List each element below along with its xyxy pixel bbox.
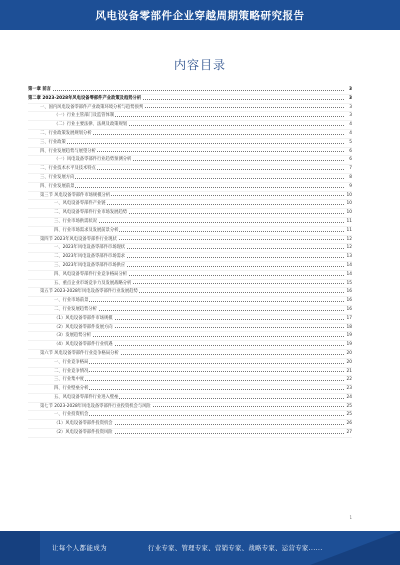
toc-entry[interactable] — [28, 368, 352, 377]
toc-entry-label: 三、行业政策 — [40, 139, 66, 145]
toc-entry-page: 10 — [346, 201, 352, 207]
toc-entry-page: 15 — [346, 280, 352, 286]
toc-entry[interactable] — [28, 403, 352, 412]
toc-entry[interactable] — [28, 130, 352, 139]
toc-entry[interactable] — [28, 420, 352, 429]
toc-entry-label: 二、2023年风电设备零部件市场需求 — [54, 254, 126, 260]
page-number: 1 — [349, 515, 352, 520]
toc-entry-label: 第二章 2023-2028年风电设备零部件产业政策及趋势分析 — [28, 95, 142, 101]
toc-leader-dots — [54, 363, 344, 364]
toc-entry-page: 25 — [346, 403, 352, 409]
report-header-bar — [0, 0, 400, 30]
toc-leader-dots — [54, 389, 344, 390]
toc-entry-label: 三、行业集中度 — [54, 377, 85, 383]
toc-entry-label: 三、行业发展方向 — [40, 174, 75, 180]
toc-entry-label: 一、行业市场前景 — [54, 298, 89, 304]
toc-leader-dots — [54, 415, 344, 416]
toc-entry-page: 18 — [346, 324, 352, 330]
toc-entry-page: 3 — [349, 113, 352, 119]
toc-entry-page: 23 — [346, 386, 352, 392]
toc-entry-label: 第一章 前言 — [28, 87, 51, 92]
toc-entry[interactable] — [28, 236, 352, 245]
footer-slogan-right: 行业专家、管理专家、营销专家、战略专家、运营专家...... — [148, 544, 323, 552]
toc-entry-label: （1）风电设备零部件投资机会 — [54, 421, 113, 427]
toc-entry-page: 17 — [346, 315, 352, 321]
toc-entry[interactable] — [28, 192, 352, 201]
toc-entry[interactable] — [28, 121, 352, 130]
toc-heading: 内容目录 — [173, 58, 226, 72]
toc-entry[interactable] — [28, 341, 352, 350]
toc-entry[interactable] — [28, 280, 352, 289]
toc-entry-page: 16 — [346, 289, 352, 295]
toc-entry-label: 五、风电设备零部件行业进入壁垒 — [54, 394, 119, 400]
toc-entry-page: 24 — [346, 394, 352, 400]
toc-entry-label: 一、行业竞争格局 — [54, 359, 89, 365]
toc-entry[interactable] — [28, 262, 352, 271]
toc-leader-dots — [28, 90, 344, 91]
toc-entry-label: （一）风电设备零部件行业趋势预测分析 — [54, 157, 132, 163]
toc-entry-label: （1）风电设备零部件市场规模 — [54, 315, 113, 321]
toc-leader-dots — [40, 178, 344, 179]
toc-entry-label: （3）发展趋势分析 — [54, 333, 92, 339]
toc-entry-page: 3 — [349, 95, 352, 101]
toc-entry-page: 12 — [346, 236, 352, 242]
footer-slogan-left: 让每个人都能成为 — [52, 544, 108, 552]
toc-entry-label: 四、行业壁垒分析 — [54, 386, 89, 392]
toc-entry[interactable] — [28, 148, 352, 157]
toc-entry-page: 21 — [346, 368, 352, 374]
toc-entry-page: 10 — [346, 210, 352, 216]
toc-entry-page: 6 — [349, 157, 352, 163]
toc-entry-page: 19 — [346, 342, 352, 348]
toc-entry-page: 5 — [349, 139, 352, 145]
toc-entry[interactable] — [28, 350, 352, 359]
toc-entry-page: 20 — [346, 359, 352, 365]
toc-leader-dots — [40, 187, 344, 188]
toc-entry-label: 二、行业技术水平及技术特点 — [40, 166, 96, 172]
toc-entry-label: 二、风电设备零部件行业市场发展趋势 — [54, 210, 128, 216]
toc-entry-page: 26 — [346, 421, 352, 427]
toc-entry-label: 四、行业发展前景 — [40, 183, 75, 189]
toc-entry-page: 11 — [346, 218, 352, 224]
toc-entry-label: 二、行业政策发展规划分析 — [40, 130, 92, 136]
toc-entry[interactable] — [28, 332, 352, 341]
footer-bar — [0, 531, 400, 565]
toc-entry-label: 二、行业发展趋势分析 — [54, 306, 97, 312]
toc-entry[interactable] — [28, 200, 352, 209]
toc-entry-page: 16 — [346, 306, 352, 312]
toc-entry-label: （二）行业主要法律、法规及政策规划 — [54, 122, 128, 128]
toc-entry-label: （4）风电设备零部件行业机遇 — [54, 342, 113, 348]
footer-corner-decoration — [310, 531, 400, 565]
toc-entry[interactable] — [28, 174, 352, 183]
toc-entry[interactable] — [28, 218, 352, 227]
toc-entry-page: 3 — [349, 87, 352, 92]
toc-entry[interactable] — [28, 104, 352, 113]
toc-entry-page: 25 — [346, 412, 352, 418]
toc-entry-label: 四、行业发展趋势与展望分析 — [40, 148, 96, 154]
toc-entry[interactable] — [28, 112, 352, 121]
toc-entry-page: 9 — [349, 183, 352, 189]
toc-leader-dots — [54, 336, 344, 337]
toc-entry-page: 14 — [346, 271, 352, 277]
toc-entry-page: 4 — [349, 122, 352, 128]
toc-entry[interactable] — [28, 288, 352, 297]
toc-entry[interactable] — [28, 359, 352, 368]
toc-entry[interactable] — [28, 271, 352, 280]
toc-leader-dots — [54, 371, 344, 372]
toc-entry-label: 一、行业投资机会 — [54, 412, 89, 418]
toc-entry-label: （一）行业主管部门及监管体制 — [54, 113, 115, 119]
toc-entry-page: 7 — [349, 166, 352, 172]
toc-entry[interactable] — [28, 324, 352, 333]
toc-entry-label: 第四节 2023年风电设备零部件行业现状 — [40, 236, 117, 242]
toc-entry[interactable] — [28, 376, 352, 385]
toc-entry-page: 8 — [349, 174, 352, 180]
toc-entry-label: 四、行业市场需求及发展前景分析 — [54, 227, 119, 233]
toc-entry[interactable] — [28, 139, 352, 148]
toc-entry[interactable] — [28, 297, 352, 306]
toc-entry-label: 三、2023年风电设备零部件市场供应 — [54, 262, 126, 268]
footer-accent-stripe — [0, 531, 40, 565]
toc-entry-page: 3 — [349, 104, 352, 110]
toc-entry-page: 14 — [346, 262, 352, 268]
table-of-contents — [28, 86, 352, 438]
toc-entry-label: 二、行业竞争情况 — [54, 368, 89, 374]
toc-entry-page: 20 — [346, 350, 352, 356]
toc-entry[interactable] — [28, 394, 352, 403]
toc-leader-dots — [40, 143, 344, 144]
toc-entry-page: 12 — [346, 245, 352, 251]
toc-entry[interactable] — [28, 86, 352, 95]
toc-entry-page: 4 — [349, 130, 352, 136]
toc-leader-dots — [54, 301, 344, 302]
toc-entry-label: 一、2023年风电设备零部件市场现状 — [54, 245, 126, 251]
toc-entry-page: 10 — [346, 192, 352, 198]
toc-entry[interactable] — [28, 429, 352, 438]
toc-entry-label: 第三节 风电设备零部件市场规模分析 — [40, 192, 111, 198]
toc-entry[interactable] — [28, 253, 352, 262]
toc-entry-label: 一、风电设备零部件产业链 — [54, 201, 106, 207]
toc-entry[interactable] — [28, 165, 352, 174]
toc-entry[interactable] — [28, 306, 352, 315]
toc-entry-page: 22 — [346, 377, 352, 383]
toc-entry-label: 四、风电设备零部件行业竞争格局分析 — [54, 271, 128, 277]
toc-entry[interactable] — [28, 411, 352, 420]
toc-entry[interactable] — [28, 95, 352, 104]
toc-entry-page: 6 — [349, 148, 352, 154]
toc-leader-dots — [54, 380, 344, 381]
toc-entry[interactable] — [28, 227, 352, 236]
toc-entry-label: 五、重点企业市场竞争力及发展战略分析 — [54, 280, 132, 286]
toc-entry-page: 13 — [346, 254, 352, 260]
toc-entry[interactable] — [28, 209, 352, 218]
toc-entry-page: 27 — [346, 430, 352, 436]
toc-entry[interactable] — [28, 244, 352, 253]
toc-entry-label: 一、国内风电设备零部件产业政策环境分析与趋势预判 — [40, 104, 144, 110]
toc-entry-page: 11 — [346, 227, 352, 233]
toc-entry-page: 16 — [346, 298, 352, 304]
report-title: 风电设备零部件企业穿越周期策略研究报告 — [95, 9, 305, 22]
toc-entry[interactable] — [28, 183, 352, 192]
toc-entry-label: 第五节 2023-2028年风电设备零部件行业发展趋势 — [40, 289, 138, 295]
toc-entry[interactable] — [28, 156, 352, 165]
toc-entry-label: 三、行业市场供需状况 — [54, 218, 97, 224]
toc-entry-label: （2）风电设备零部件发展方向 — [54, 324, 113, 330]
toc-entry[interactable] — [28, 315, 352, 324]
toc-entry-label: 第六节 风电设备零部件行业竞争格局分析 — [40, 350, 119, 356]
toc-entry-label: 第七节 2023-2028年风电设备零部件行业投资机会与风险 — [40, 403, 151, 409]
toc-entry[interactable] — [28, 385, 352, 394]
toc-entry-page: 19 — [346, 333, 352, 339]
toc-entry-label: （2）风电设备零部件投资风险 — [54, 430, 113, 436]
